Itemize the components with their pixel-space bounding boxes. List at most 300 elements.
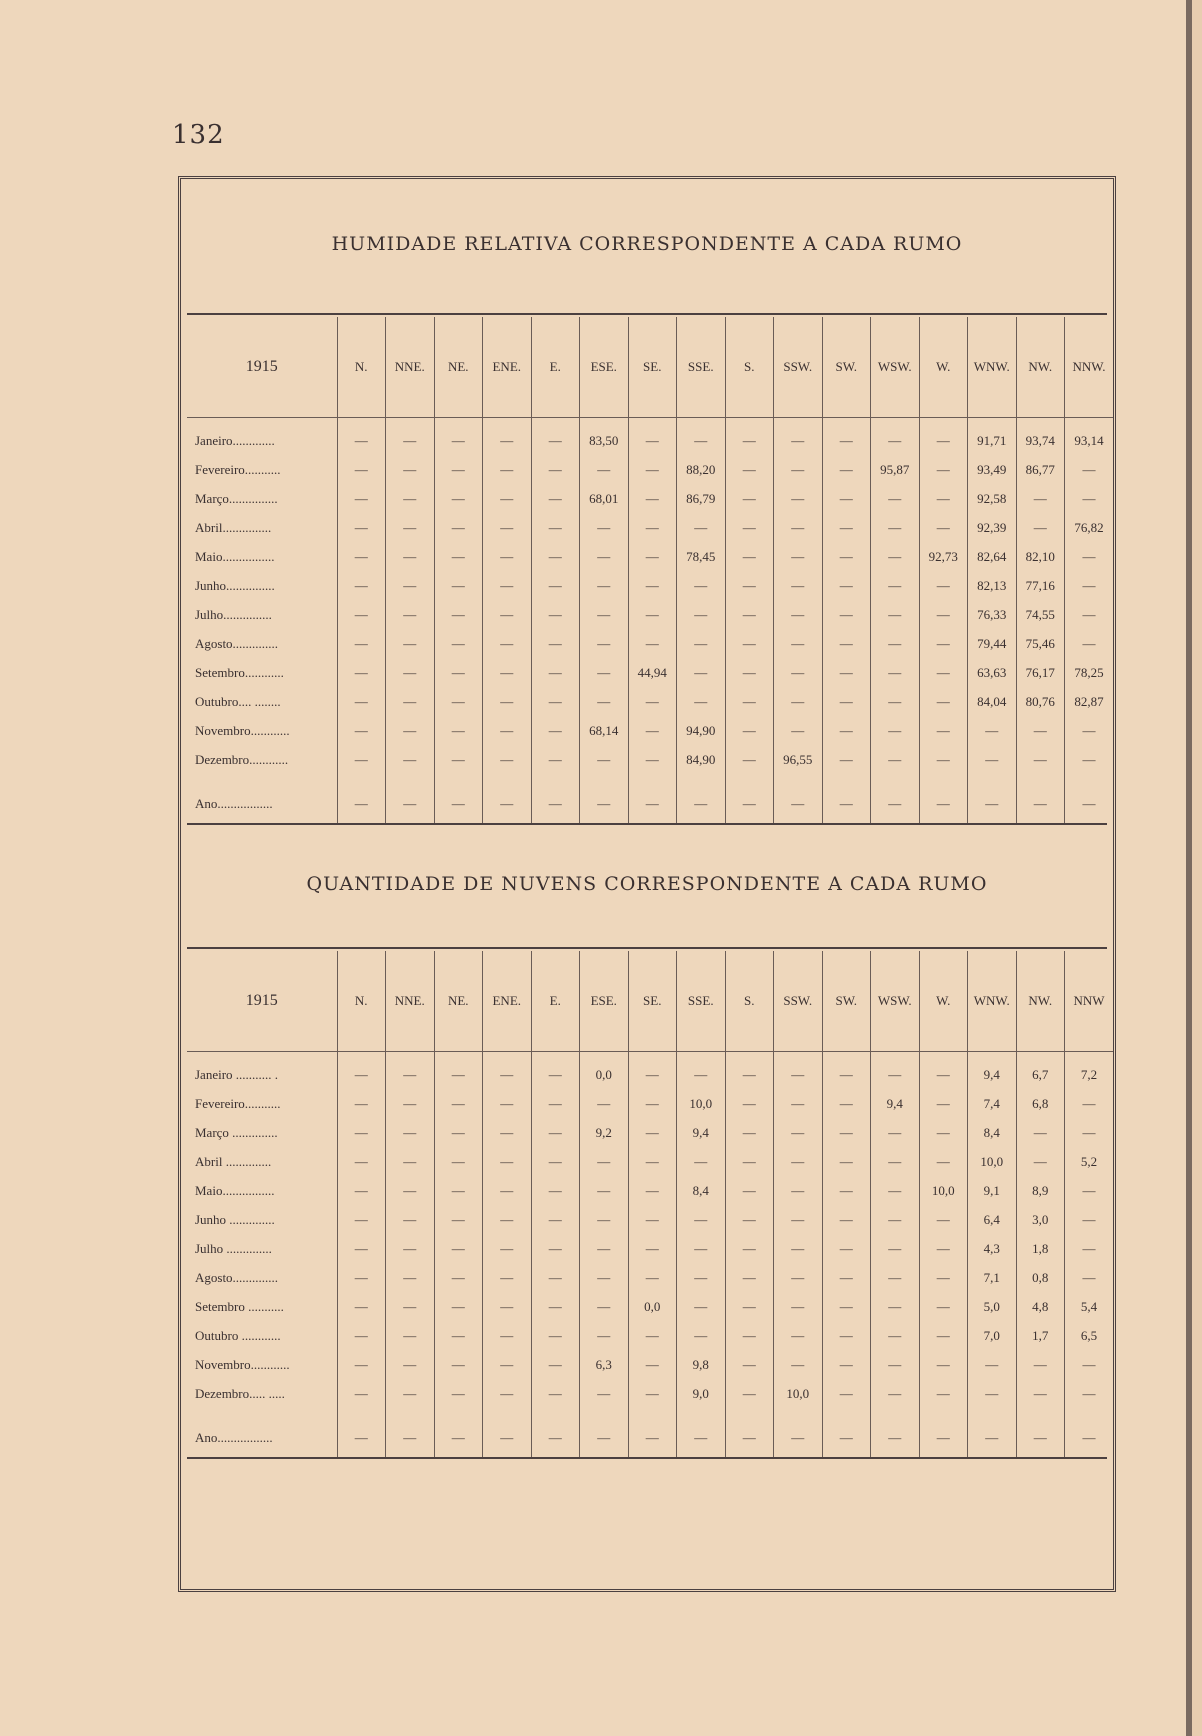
table-cell: — — [483, 716, 532, 745]
table-cell: — — [725, 484, 774, 513]
row-label: Outubro ............ — [195, 1327, 281, 1343]
table-cell: — — [337, 745, 386, 774]
table-cell: — — [919, 658, 968, 687]
table-cell: — — [919, 513, 968, 542]
table-cell: 78,45 — [677, 542, 726, 571]
table-cell: — — [337, 1118, 386, 1147]
table-cell: — — [531, 1089, 580, 1118]
table-cell: 1,7 — [1016, 1321, 1065, 1350]
table-row — [187, 455, 1113, 484]
table-cell: — — [337, 513, 386, 542]
table-cell: — — [434, 687, 483, 716]
table-cell: — — [725, 1205, 774, 1234]
table-cell: — — [725, 600, 774, 629]
table-cell: — — [434, 745, 483, 774]
column-header: NNE. — [386, 951, 435, 1052]
table-cell: — — [434, 418, 483, 456]
table-cell: 82,87 — [1065, 687, 1114, 716]
column-header: N. — [337, 317, 386, 418]
table-cell: — — [531, 1234, 580, 1263]
table-cell: 4,3 — [968, 1234, 1017, 1263]
column-header: SSW. — [774, 317, 823, 418]
table-cell: — — [434, 571, 483, 600]
table-cell: — — [871, 716, 920, 745]
column-header: WSW. — [871, 317, 920, 418]
table-cell: — — [531, 1408, 580, 1458]
table-cell: — — [677, 513, 726, 542]
table-row — [187, 1379, 1113, 1408]
table-cell: — — [434, 1052, 483, 1090]
table-cell: — — [483, 687, 532, 716]
table-cell: — — [580, 455, 629, 484]
table-cell: — — [386, 484, 435, 513]
table-cell: — — [386, 1292, 435, 1321]
table-cell: — — [580, 542, 629, 571]
table-cell: 6,4 — [968, 1205, 1017, 1234]
table-cell: — — [725, 687, 774, 716]
table-cell: — — [483, 600, 532, 629]
row-label: Novembro............ — [195, 1356, 290, 1372]
table-cell: 5,4 — [1065, 1292, 1114, 1321]
table-cell: — — [337, 774, 386, 824]
column-header: SSW. — [774, 951, 823, 1052]
table-cell: 77,16 — [1016, 571, 1065, 600]
table-cell: — — [628, 1408, 677, 1458]
table-cell: — — [822, 1379, 871, 1408]
table-cell: — — [483, 1379, 532, 1408]
table-cell: — — [1065, 1234, 1114, 1263]
table-cell: — — [822, 1408, 871, 1458]
table-cell: — — [725, 418, 774, 456]
table-cell: — — [531, 687, 580, 716]
table-row — [187, 1089, 1113, 1118]
table-cell: 82,10 — [1016, 542, 1065, 571]
table-cell: — — [628, 1234, 677, 1263]
table-cell: — — [580, 1205, 629, 1234]
column-header: ENE. — [483, 317, 532, 418]
table-cell: — — [1016, 745, 1065, 774]
table-cell: — — [628, 1176, 677, 1205]
table-cell: — — [337, 629, 386, 658]
table-cell: 79,44 — [968, 629, 1017, 658]
table-cell: — — [386, 600, 435, 629]
table-cell: — — [822, 1052, 871, 1090]
table-cell: — — [774, 1263, 823, 1292]
table-cell: — — [677, 687, 726, 716]
table-cell: — — [871, 1176, 920, 1205]
table-cell: — — [968, 716, 1017, 745]
table-cell: — — [677, 600, 726, 629]
table-cell: — — [725, 629, 774, 658]
table-cell: — — [871, 1205, 920, 1234]
table-row — [187, 1147, 1113, 1176]
table-cell: — — [725, 513, 774, 542]
table-cell: — — [871, 687, 920, 716]
table-cell: — — [774, 513, 823, 542]
table-cell: — — [1065, 1263, 1114, 1292]
table-cell: — — [628, 687, 677, 716]
table-cell: — — [580, 1263, 629, 1292]
column-header: NW. — [1016, 951, 1065, 1052]
table-cell: — — [774, 658, 823, 687]
table-cell: — — [871, 418, 920, 456]
column-header: E. — [531, 317, 580, 418]
table-cell: 76,33 — [968, 600, 1017, 629]
table-cell: — — [871, 1118, 920, 1147]
table-cell: — — [822, 658, 871, 687]
table-cell: 10,0 — [968, 1147, 1017, 1176]
table-cell: — — [968, 1408, 1017, 1458]
table-cell: 93,49 — [968, 455, 1017, 484]
table-row — [187, 1205, 1113, 1234]
table-cell: — — [871, 1321, 920, 1350]
table-cell: — — [434, 1408, 483, 1458]
table-cell: — — [628, 542, 677, 571]
table-cell: — — [531, 513, 580, 542]
table-cell: — — [968, 1350, 1017, 1379]
table-cell: — — [725, 571, 774, 600]
table-cell: — — [774, 571, 823, 600]
table-cell: — — [1016, 774, 1065, 824]
row-label: Ano................. — [195, 1430, 273, 1445]
table-row — [187, 513, 1113, 542]
table-cell: — — [386, 542, 435, 571]
table-cell: — — [483, 1147, 532, 1176]
table-cell: — — [1016, 716, 1065, 745]
table-cell: — — [919, 716, 968, 745]
tables-frame — [178, 176, 1116, 1592]
table-cell: 4,8 — [1016, 1292, 1065, 1321]
table-cell: — — [677, 1205, 726, 1234]
column-header: SE. — [628, 951, 677, 1052]
table-cell: — — [677, 1408, 726, 1458]
table-cell: — — [774, 1176, 823, 1205]
table-cell: — — [774, 600, 823, 629]
table-cell: 84,90 — [677, 745, 726, 774]
table-cell: — — [386, 1379, 435, 1408]
table-cell: 68,01 — [580, 484, 629, 513]
table-cell: — — [1065, 629, 1114, 658]
year-header: 1915 — [187, 317, 337, 418]
table-cell: — — [1065, 1379, 1114, 1408]
table-cell: — — [386, 1118, 435, 1147]
table-cell: — — [774, 1234, 823, 1263]
table-cell: — — [434, 774, 483, 824]
table-cell: — — [677, 1234, 726, 1263]
table-cell: — — [580, 513, 629, 542]
table-cell: — — [531, 658, 580, 687]
table-cell: — — [386, 1052, 435, 1090]
table-cell: 93,14 — [1065, 418, 1114, 456]
table-cell: — — [725, 658, 774, 687]
table-cell: — — [531, 1263, 580, 1292]
table-row — [187, 1118, 1113, 1147]
table-cell: — — [1016, 1147, 1065, 1176]
table-cell: — — [531, 1052, 580, 1090]
table-cell: — — [1065, 1350, 1114, 1379]
table-row — [187, 774, 1113, 824]
table-cell: 3,0 — [1016, 1205, 1065, 1234]
table-cell: — — [337, 418, 386, 456]
table-cell: 92,58 — [968, 484, 1017, 513]
column-header: SSE. — [677, 317, 726, 418]
table-cell: — — [580, 1379, 629, 1408]
table-cell: — — [919, 1350, 968, 1379]
table-cell: — — [580, 745, 629, 774]
table-row — [187, 1176, 1113, 1205]
table-cell: — — [919, 687, 968, 716]
table-cell: — — [628, 600, 677, 629]
table-cell: — — [919, 1292, 968, 1321]
table-cell: — — [628, 1205, 677, 1234]
table-cell: — — [968, 774, 1017, 824]
table-cell: — — [822, 484, 871, 513]
table-cell: — — [628, 484, 677, 513]
table-cell: 9,4 — [871, 1089, 920, 1118]
table-cell: — — [337, 1263, 386, 1292]
table-cell: — — [725, 1321, 774, 1350]
table-row — [187, 745, 1113, 774]
table-cell: 6,5 — [1065, 1321, 1114, 1350]
table-cell: — — [822, 1205, 871, 1234]
table-cell: — — [822, 774, 871, 824]
table-cell: — — [822, 1350, 871, 1379]
table-cell: — — [725, 716, 774, 745]
table-cell: 76,82 — [1065, 513, 1114, 542]
table-cell: — — [871, 1052, 920, 1090]
table-cell: — — [531, 1118, 580, 1147]
table-cell: — — [580, 687, 629, 716]
table-cell: — — [871, 1408, 920, 1458]
table-cell: — — [725, 1176, 774, 1205]
table-row — [187, 687, 1113, 716]
table-cell: — — [919, 1089, 968, 1118]
table-cell: — — [822, 1089, 871, 1118]
column-header: SE. — [628, 317, 677, 418]
table-row — [187, 542, 1113, 571]
column-header: WNW. — [968, 951, 1017, 1052]
table-cell: — — [628, 418, 677, 456]
table-cell: — — [919, 1052, 968, 1090]
table-cell: — — [337, 1292, 386, 1321]
table-cell: — — [434, 1205, 483, 1234]
table-cell: — — [677, 1321, 726, 1350]
table-cell: — — [434, 716, 483, 745]
table-cell: — — [386, 1234, 435, 1263]
table-cell: — — [483, 1205, 532, 1234]
table-cell: 63,63 — [968, 658, 1017, 687]
table-cell: — — [919, 455, 968, 484]
table-cell: — — [774, 1089, 823, 1118]
table-cell: 88,20 — [677, 455, 726, 484]
table-cell: — — [386, 1321, 435, 1350]
table-cell: 83,50 — [580, 418, 629, 456]
table-cell: — — [871, 1292, 920, 1321]
table-cell: — — [774, 1118, 823, 1147]
column-header: NE. — [434, 317, 483, 418]
table-cell: — — [580, 774, 629, 824]
table-cell: — — [725, 1147, 774, 1176]
table-cell: 5,0 — [968, 1292, 1017, 1321]
row-label: Janeiro ........... . — [195, 1066, 279, 1082]
table-cell: — — [483, 745, 532, 774]
table-cell: — — [822, 542, 871, 571]
row-label: Julho .............. — [195, 1240, 272, 1256]
table-cell: — — [337, 484, 386, 513]
table-cell: — — [434, 1118, 483, 1147]
row-label: Janeiro............. — [195, 432, 275, 448]
table-cell: — — [434, 455, 483, 484]
table-cell: — — [628, 1089, 677, 1118]
table-cell: — — [531, 1321, 580, 1350]
table-cell: — — [774, 484, 823, 513]
column-header: ESE. — [580, 317, 629, 418]
table-cell: 84,04 — [968, 687, 1017, 716]
table-cell: — — [677, 418, 726, 456]
row-label: Setembro ........... — [195, 1298, 284, 1314]
table-cell: — — [725, 1263, 774, 1292]
table-cell: — — [628, 1118, 677, 1147]
table-cell: — — [628, 716, 677, 745]
table-cell: — — [822, 629, 871, 658]
table-cell: — — [337, 716, 386, 745]
table-cell: — — [1065, 600, 1114, 629]
table-cell: — — [337, 600, 386, 629]
row-label: Maio................ — [195, 1182, 275, 1198]
table-row — [187, 716, 1113, 745]
table-cell: 80,76 — [1016, 687, 1065, 716]
table-cell: — — [919, 1205, 968, 1234]
table-cell: — — [337, 658, 386, 687]
table-row — [187, 658, 1113, 687]
table-cell: — — [1065, 542, 1114, 571]
table-cell: — — [337, 1234, 386, 1263]
table-cell: — — [1065, 571, 1114, 600]
table-cell: — — [386, 418, 435, 456]
table-cell: 75,46 — [1016, 629, 1065, 658]
table-cell: 86,79 — [677, 484, 726, 513]
table-cell: — — [1065, 484, 1114, 513]
table-cell: — — [337, 1089, 386, 1118]
table-cell: 10,0 — [919, 1176, 968, 1205]
table-cell: — — [580, 600, 629, 629]
table-cell: — — [725, 542, 774, 571]
table-cell: 7,0 — [968, 1321, 1017, 1350]
table-cell: 0,0 — [580, 1052, 629, 1090]
row-label: Novembro............ — [195, 722, 290, 738]
row-label: Agosto.............. — [195, 1269, 279, 1285]
column-header: NW. — [1016, 317, 1065, 418]
table-cell: — — [386, 687, 435, 716]
table-cell: — — [1065, 1118, 1114, 1147]
table-cell: — — [968, 1379, 1017, 1408]
table-cell: — — [434, 1292, 483, 1321]
table-cell: — — [386, 774, 435, 824]
table-cell: — — [434, 484, 483, 513]
table-cell: — — [1065, 1205, 1114, 1234]
table-cell: — — [386, 1205, 435, 1234]
table-cell: 76,17 — [1016, 658, 1065, 687]
table-cell: — — [822, 1263, 871, 1292]
column-header: S. — [725, 317, 774, 418]
table-row — [187, 571, 1113, 600]
table-cell: — — [1016, 1408, 1065, 1458]
table-row — [187, 1234, 1113, 1263]
row-label: Dezembro............ — [195, 751, 289, 767]
table-cell: — — [483, 1089, 532, 1118]
table-cell: — — [774, 418, 823, 456]
table-cell: — — [531, 455, 580, 484]
table-cell: — — [483, 1176, 532, 1205]
table-cell: — — [822, 455, 871, 484]
table-cell: — — [483, 418, 532, 456]
table-cell: — — [822, 1321, 871, 1350]
table-cell: — — [386, 1176, 435, 1205]
table-cell: — — [919, 1379, 968, 1408]
table-cell: — — [871, 600, 920, 629]
table-cell: — — [919, 418, 968, 456]
table-row — [187, 484, 1113, 513]
table-cell: — — [919, 1234, 968, 1263]
table-cell: 8,4 — [968, 1118, 1017, 1147]
row-label: Outubro.... ........ — [195, 693, 281, 709]
row-label: Ano................. — [195, 796, 273, 811]
table-cell: — — [871, 1379, 920, 1408]
table-cell: — — [386, 513, 435, 542]
table-cell: — — [483, 484, 532, 513]
table-cell: — — [531, 1350, 580, 1379]
table-cell: 93,74 — [1016, 418, 1065, 456]
table-cell: — — [337, 1205, 386, 1234]
table-cell: — — [725, 1379, 774, 1408]
table-cell: 7,2 — [1065, 1052, 1114, 1090]
column-header: ESE. — [580, 951, 629, 1052]
table-cell: 6,3 — [580, 1350, 629, 1379]
table-cell: — — [774, 455, 823, 484]
table-cell: — — [628, 513, 677, 542]
column-header: NNW. — [1065, 317, 1114, 418]
table-cell: — — [337, 455, 386, 484]
column-header: SW. — [822, 951, 871, 1052]
table-cell: — — [1065, 1408, 1114, 1458]
table-cell: — — [580, 1234, 629, 1263]
table-cell: — — [628, 1263, 677, 1292]
table-cell: — — [628, 1321, 677, 1350]
page-number: 132 — [172, 120, 225, 150]
table-cell: 9,2 — [580, 1118, 629, 1147]
table-cell: — — [580, 571, 629, 600]
table-cell: — — [628, 1147, 677, 1176]
table-cell: — — [871, 484, 920, 513]
table-cell: 68,14 — [580, 716, 629, 745]
table-cell: 7,1 — [968, 1263, 1017, 1292]
table-cell: — — [434, 658, 483, 687]
table-cell: — — [1065, 455, 1114, 484]
table-cell: — — [822, 716, 871, 745]
table-cell: — — [628, 745, 677, 774]
column-header: SW. — [822, 317, 871, 418]
table-cell: — — [871, 1263, 920, 1292]
table-cell: — — [386, 1147, 435, 1176]
table-cell: 5,2 — [1065, 1147, 1114, 1176]
row-label: Dezembro..... ..... — [195, 1385, 285, 1401]
table-cell: — — [774, 1408, 823, 1458]
table-cell: 82,13 — [968, 571, 1017, 600]
table-row — [187, 1263, 1113, 1292]
table-cell: — — [774, 629, 823, 658]
column-header: NNE. — [386, 317, 435, 418]
table-cell: 8,4 — [677, 1176, 726, 1205]
